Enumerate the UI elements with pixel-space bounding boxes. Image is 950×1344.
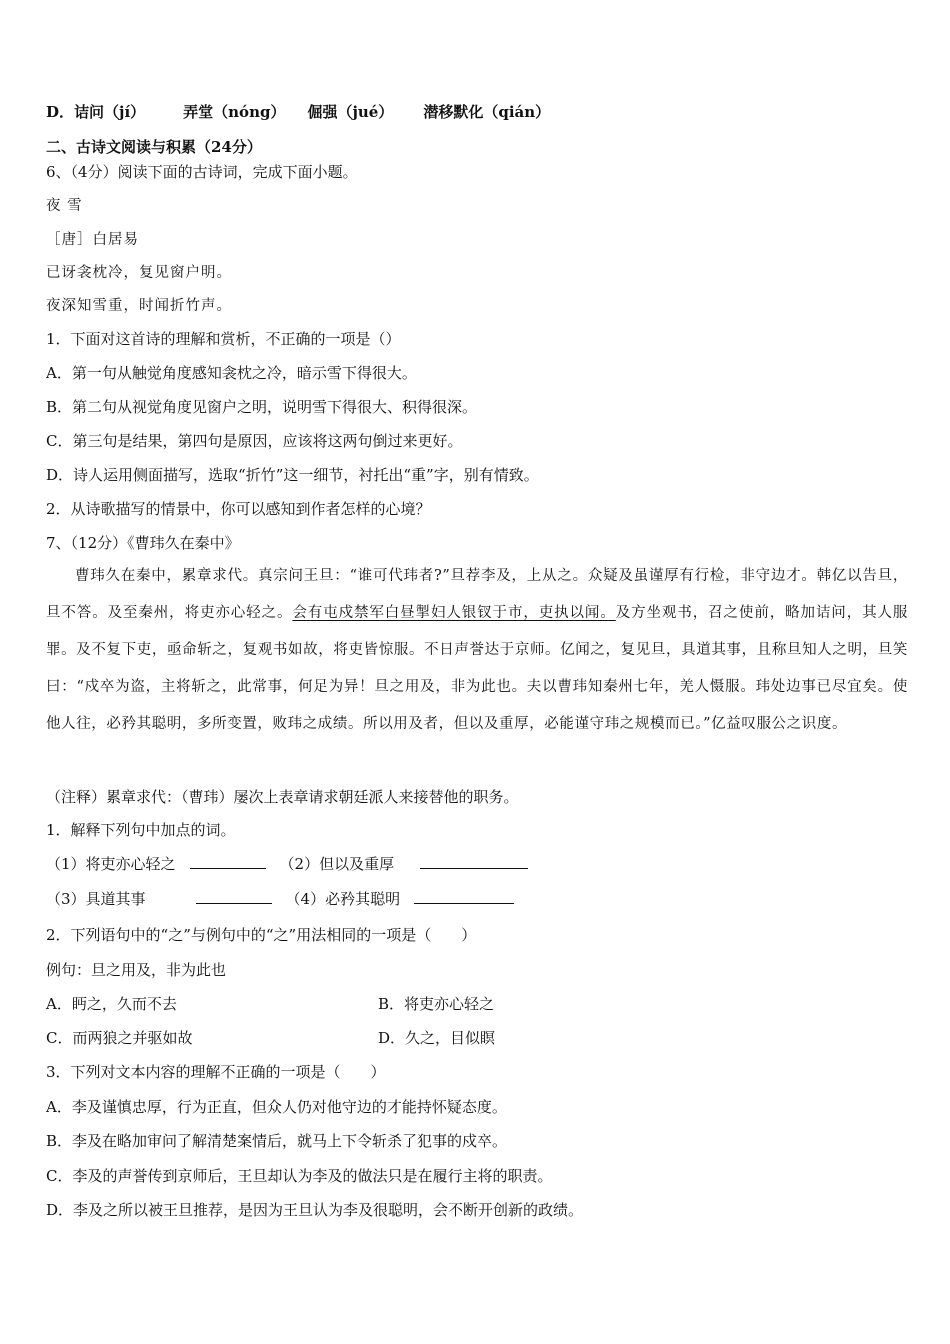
passage-text: 及方坐观书，召之使前，略加诘问，其人服罪。及不复下吏，亟命斩之，复观书如故，将吏皆惊服。不日声誉达于京师。亿闻之，复见旦，具道其事，且称旦知人之明，旦笑曰：“戍卒为盗，主将斩之，此常事，何足为异！旦之用及，非为此也。夫以曹玮知秦州七年，羌人慑服。玮处边事已尽宜矣。使他人往，必矜其聪明，多所变置，败玮之成绩。所以用及者，但以及重厚，必能谨守玮之规模而已。”亿益叹服公之识度。 — [46, 605, 908, 732]
answer-blank[interactable] — [190, 854, 266, 869]
q7-sub3: 3．下列对文本内容的理解不正确的一项是（ ） — [46, 1063, 386, 1081]
answer-blank[interactable] — [420, 854, 528, 869]
fill-row — [46, 889, 528, 909]
q6-option-d: D．诗人运用侧面描写，选取“折竹”这一细节，衬托出“重”字，别有情致。 — [46, 466, 539, 484]
poem-line: 已讶衾枕冷，复见窗户明。 — [46, 265, 232, 281]
q6-intro: 6、（4分）阅读下面的古诗词，完成下面小题。 — [46, 163, 358, 181]
q7-example: 例句：旦之用及，非为此也 — [46, 961, 227, 979]
fill-row — [46, 854, 542, 874]
q7-sub1: 1．解释下列句中加点的词。 — [46, 821, 236, 839]
q7-passage — [46, 558, 908, 743]
poem-title: 夜 雪 — [46, 198, 83, 214]
pinyin-item: 潜移默化（qián） — [423, 103, 551, 121]
pinyin-item: 倔强（jué） — [307, 103, 394, 121]
q7-s3-option-b: B．李及在略加审问了解清楚案情后，就马上下令斩杀了犯事的戍卒。 — [46, 1132, 508, 1150]
q6-option-c: C．第三句是结果，第四句是原因，应该将这两句倒过来更好。 — [46, 432, 463, 450]
passage-text: 曹玮久在秦中，累章求代。真宗问王旦：“谁可代玮者?”旦荐李及，上从之。众疑及虽谨厚有行检，非守边才。韩亿以告旦，旦不答。及至秦州，将吏亦心轻之。 — [46, 568, 908, 621]
q7-s2-option-a: A．眄之，久而不去 — [46, 995, 177, 1013]
q7-s3-option-a: A．李及谨慎忠厚，行为正直，但众人仍对他守边的才能持怀疑态度。 — [46, 1098, 507, 1116]
answer-blank[interactable] — [196, 889, 272, 904]
q7-s2-option-c: C．而两狼之并驱如故 — [46, 1029, 193, 1047]
poem-line: 夜深知雪重，时闻折竹声。 — [46, 298, 232, 314]
q7-s3-option-c: C．李及的声誉传到京师后，王旦却认为李及的做法只是在履行主将的职责。 — [46, 1167, 553, 1185]
q6-option-a: A．第一句从触觉角度感知衾枕之冷，暗示雪下得很大。 — [46, 364, 417, 382]
q7-sub2: 2．下列语句中的“之”与例句中的“之”用法相同的一项是（ ） — [46, 926, 477, 944]
q7-note: （注释）累章求代：（曹玮）屡次上表章请求朝廷派人来接替他的职务。 — [46, 788, 519, 806]
fill-item: （4）必矜其聪明 — [285, 890, 401, 908]
fill-item: （1）将吏亦心轻之 — [46, 855, 176, 873]
q7-s2-option-b: B．将吏亦心轻之 — [378, 995, 495, 1013]
pinyin-item: 诘问（jí） — [74, 103, 146, 121]
q7-s2-option-d: D．久之，目似瞑 — [378, 1029, 496, 1047]
q7-intro: 7、（12分）《曹玮久在秦中》 — [46, 534, 240, 552]
q7-s3-option-d: D．李及之所以被王旦推荐，是因为王旦认为李及很聪明，会不断开创新的政绩。 — [46, 1201, 584, 1219]
section-title: 二、古诗文阅读与积累（24分） — [46, 138, 262, 156]
q6-sub1: 1．下面对这首诗的理解和赏析，不正确的一项是（） — [46, 330, 401, 348]
fill-item: （2）但以及重厚 — [279, 855, 395, 873]
option-label: D． — [46, 103, 75, 121]
answer-blank[interactable] — [414, 889, 514, 904]
fill-item: （3）具道其事 — [46, 890, 146, 908]
q6-sub2: 2．从诗歌描写的情景中，你可以感知到作者怎样的心境？ — [46, 500, 431, 518]
pinyin-item: 弄堂（nóng） — [183, 103, 286, 121]
poem-author: ［唐］白居易 — [46, 232, 139, 248]
passage-underlined: 会有屯戍禁军白昼掣妇人银钗于市，吏执以闻。 — [292, 605, 616, 621]
q6-option-b: B．第二句从视觉角度见窗户之明，说明雪下得很大、积得很深。 — [46, 398, 478, 416]
option-d-pinyin-line — [46, 102, 550, 122]
